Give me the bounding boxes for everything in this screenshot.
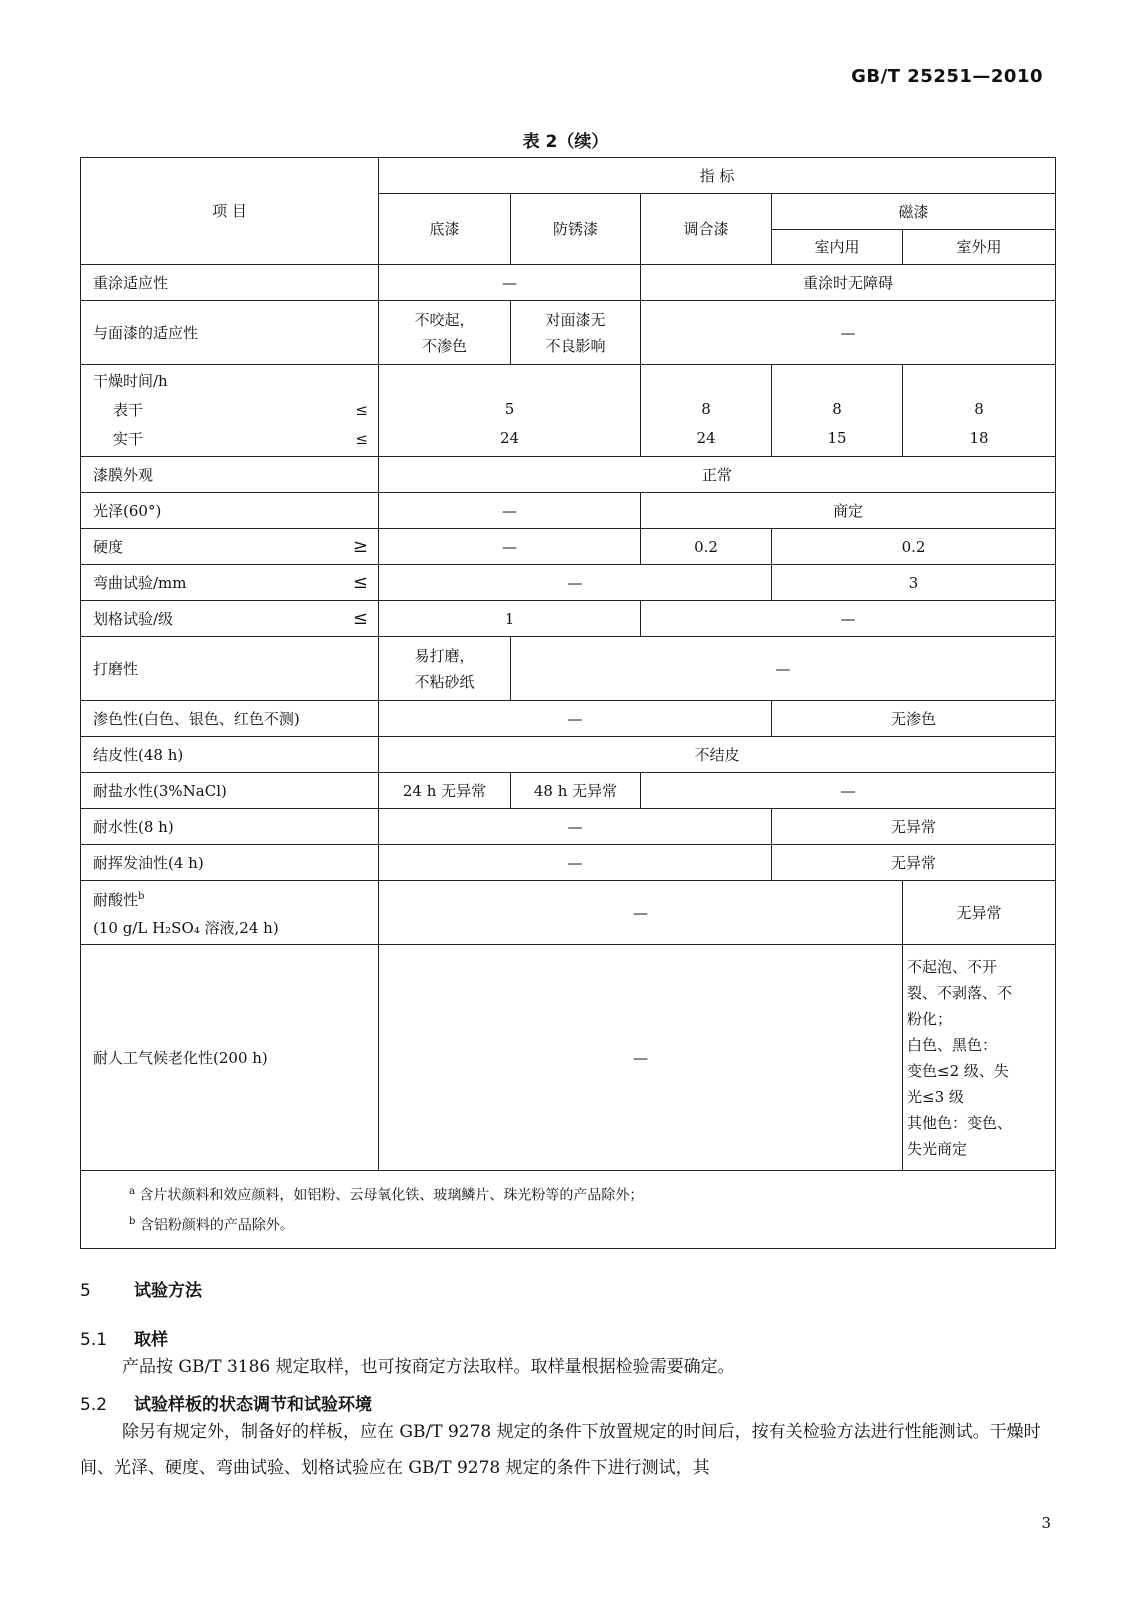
- table-row: [81, 881, 1056, 945]
- cell: 对面漆无 不良影响: [511, 301, 641, 365]
- cell: 48 h 无异常: [511, 773, 641, 809]
- row-label: 漆膜外观: [81, 457, 379, 493]
- header-antirust: 防锈漆: [511, 194, 641, 265]
- cell: 重涂时无障碍: [641, 265, 1056, 301]
- table-row: [81, 493, 1056, 529]
- cell: —: [379, 701, 772, 737]
- section-5-1-text: 产品按 GB/T 3186 规定取样，也可按商定方法取样。取样量根据检验需要确定。: [122, 1357, 735, 1377]
- table-row: [81, 637, 1056, 701]
- table-row: [81, 565, 1056, 601]
- cell: 8 24: [641, 365, 772, 457]
- cell: 0.2: [641, 529, 772, 565]
- table-row: [81, 529, 1056, 565]
- section-5-2-text: 除另有规定外，制备好的样板，应在 GB/T 9278 规定的条件下放置规定的时间后，按有关检验方法进行性能测试。干燥时间、光泽、硬度、弯曲试验、划格试验应在 GB/T 9278 规定的条件下进行测试，其: [80, 1422, 1041, 1478]
- row-label: 耐水性(8 h): [81, 809, 379, 845]
- table-caption: 表 2（续）: [522, 132, 609, 152]
- cell: —: [379, 529, 641, 565]
- cell: 3: [772, 565, 1056, 601]
- row-label: 耐酸性$^b$ (10 g/L H₂SO₄ 溶液,24 h): [81, 881, 379, 945]
- table-row: [81, 773, 1056, 809]
- table-row: [81, 457, 1056, 493]
- cell: 24 h 无异常: [379, 773, 511, 809]
- cell: —: [511, 637, 1056, 701]
- cell: 0.2: [772, 529, 1056, 565]
- header-outdoor: 室外用: [903, 230, 1056, 265]
- section-5-2-heading: 5.2 试验样板的状态调节和试验环境: [80, 1395, 372, 1415]
- note-a: $^a$ 含片状颜料和效应颜料，如铝粉、云母氧化铁、玻璃鳞片、珠光粉等的产品除外；: [129, 1186, 644, 1204]
- row-label: 耐盐水性(3%NaCl): [81, 773, 379, 809]
- section-5-heading: 5 试验方法: [80, 1281, 202, 1301]
- cell: 1: [379, 601, 641, 637]
- cell: 无渗色: [772, 701, 1056, 737]
- cell: 不结皮: [379, 737, 1056, 773]
- cell: —: [379, 565, 772, 601]
- cell: 5 24: [379, 365, 641, 457]
- note-b: $^b$ 含铝粉颜料的产品除外。: [129, 1215, 294, 1234]
- cell: —: [379, 493, 641, 529]
- row-label: 重涂适应性: [81, 265, 379, 301]
- row-label: 耐挥发油性(4 h): [81, 845, 379, 881]
- row-label: 渗色性(白色、银色、红色不测): [81, 701, 379, 737]
- cell: —: [641, 301, 1056, 365]
- cell: —: [379, 845, 772, 881]
- cell: 易打磨， 不粘砂纸: [379, 637, 511, 701]
- standard-number: GB/T 25251—2010: [851, 66, 1043, 87]
- header-index: 指 标: [379, 158, 1056, 194]
- cell: —: [641, 601, 1056, 637]
- table-row: [81, 265, 1056, 301]
- page-number: 3: [1041, 1514, 1051, 1532]
- cell: 不起泡、不开 裂、不剥落、不 粉化； 白色、黑色： 变色≤2 级、失 光≤3 级 其他色：变色、 失光商定: [903, 945, 1056, 1171]
- row-label: 光泽(60°): [81, 493, 379, 529]
- cell: 无异常: [772, 809, 1056, 845]
- table-notes-row: [81, 1171, 1056, 1249]
- header-blend: 调合漆: [641, 194, 772, 265]
- row-label: 弯曲试验/mm ≤: [81, 565, 379, 601]
- row-label: 硬度 ≥: [81, 529, 379, 565]
- table-row: [81, 737, 1056, 773]
- row-label: 打磨性: [81, 637, 379, 701]
- cell: 8 18: [903, 365, 1056, 457]
- cell: 不咬起， 不渗色: [379, 301, 511, 365]
- row-label: 与面漆的适应性: [81, 301, 379, 365]
- table-row: [81, 365, 1056, 457]
- table-row: [81, 945, 1056, 1171]
- cell: —: [379, 265, 641, 301]
- cell: —: [379, 809, 772, 845]
- table-row: [81, 809, 1056, 845]
- cell: 无异常: [772, 845, 1056, 881]
- header-indoor: 室内用: [772, 230, 903, 265]
- row-label: 耐人工气候老化性(200 h): [81, 945, 379, 1171]
- section-5-1-heading: 5.1 取样: [80, 1330, 168, 1350]
- table-row: [81, 845, 1056, 881]
- cell: 8 15: [772, 365, 903, 457]
- header-enamel: 磁漆: [772, 194, 1056, 230]
- row-label: 结皮性(48 h): [81, 737, 379, 773]
- table-notes: [81, 1171, 1056, 1249]
- cell: —: [379, 881, 903, 945]
- row-label: 干燥时间/h 表干 ≤ 实干 ≤: [81, 365, 379, 457]
- table-row: [81, 701, 1056, 737]
- row-label: 划格试验/级 ≤: [81, 601, 379, 637]
- table-row: [81, 301, 1056, 365]
- header-primer: 底漆: [379, 194, 511, 265]
- cell: 正常: [379, 457, 1056, 493]
- cell: 无异常: [903, 881, 1056, 945]
- cell: 商定: [641, 493, 1056, 529]
- cell: —: [379, 945, 903, 1171]
- spec-table: [80, 157, 1056, 1249]
- table-row: [81, 601, 1056, 637]
- header-item: 项 目: [81, 158, 379, 265]
- cell: —: [641, 773, 1056, 809]
